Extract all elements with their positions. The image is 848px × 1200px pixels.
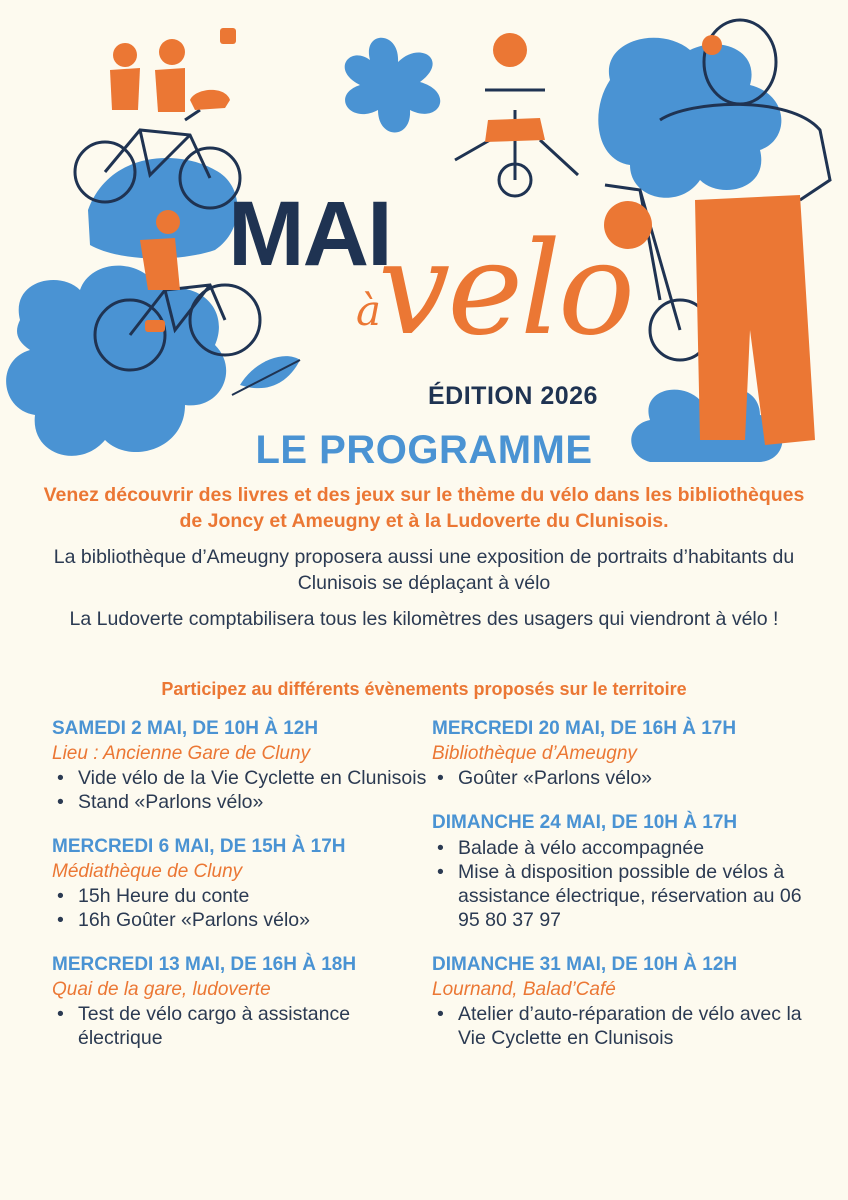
event-place: Quai de la gare, ludoverte — [52, 979, 271, 1000]
event-place: Lournand, Balad’Café — [432, 979, 616, 1000]
child-cyclist — [455, 90, 578, 196]
title-a: à — [356, 286, 382, 335]
list-item: • Stand «Parlons vélo» — [52, 790, 432, 814]
event-date: MERCREDI 20 MAI, DE 16H À 17H — [432, 718, 737, 739]
event-date: MERCREDI 13 MAI, DE 16H À 18H — [52, 954, 357, 975]
event-dimanche-31-mai — [432, 952, 812, 1050]
event-mercredi-20-mai — [432, 716, 812, 790]
list-item: • Mise à disposition possible de vélos à assistance électrique, réservation au 06 95 80 37 97 — [432, 860, 812, 932]
paragraph-ludoverte: La Ludoverte comptabilisera tous les kilomètres des usagers qui viendront à vélo ! — [69, 608, 779, 630]
event-place: Bibliothèque d’Ameugny — [432, 743, 637, 764]
list-item: • Balade à vélo accompagnée — [432, 836, 812, 860]
participez-heading: Participez au différents évènements proposés sur le territoire — [161, 679, 687, 699]
event-dimanche-24-mai — [432, 810, 812, 932]
event-mercredi-6-mai — [52, 834, 432, 932]
blue-leaf — [240, 356, 300, 388]
edition-label: ÉDITION 2026 — [428, 382, 598, 410]
event-samedi-2-mai — [52, 716, 432, 814]
event-place: Lieu : Ancienne Gare de Cluny — [52, 743, 311, 764]
blue-bush-right — [598, 38, 781, 198]
title-mai: MAI — [228, 183, 391, 285]
list-item: • Atelier d’auto-réparation de vélo avec la Vie Cyclette en Clunisois — [432, 1002, 812, 1050]
title-velo: velo — [378, 215, 633, 364]
event-date: SAMEDI 2 MAI, DE 10H À 12H — [52, 718, 319, 739]
event-date: MERCREDI 6 MAI, DE 15H À 17H — [52, 836, 346, 857]
list-item: • Vide vélo de la Vie Cyclette en Clunisois — [52, 766, 432, 790]
intro-text: Venez découvrir des livres et des jeux sur le thème du vélo dans les bibliothèques de Joncy et Ameugny et à la Ludoverte du Clunisois. — [43, 484, 805, 532]
events-right-column — [432, 716, 812, 1070]
event-date: DIMANCHE 31 MAI, DE 10H À 12H — [432, 954, 738, 975]
blue-star-flower — [345, 38, 441, 133]
programme-heading: LE PROGRAMME — [255, 428, 593, 472]
list-item: • 16h Goûter «Parlons vélo» — [52, 908, 432, 932]
cyclists-orange-clothes — [110, 28, 236, 112]
events-left-column — [52, 716, 432, 1070]
event-mercredi-13-mai — [52, 952, 432, 1050]
event-place: Médiathèque de Cluny — [52, 861, 243, 882]
list-item: • Goûter «Parlons vélo» — [432, 766, 812, 790]
list-item: • 15h Heure du conte — [52, 884, 432, 908]
list-item: • Test de vélo cargo à assistance électrique — [52, 1002, 432, 1050]
paragraph-exposition: La bibliothèque d’Ameugny proposera aussi une exposition de portraits d’habitants du Clunisois se déplaçant à vélo — [53, 546, 795, 594]
event-date: DIMANCHE 24 MAI, DE 10H À 17H — [432, 812, 738, 833]
